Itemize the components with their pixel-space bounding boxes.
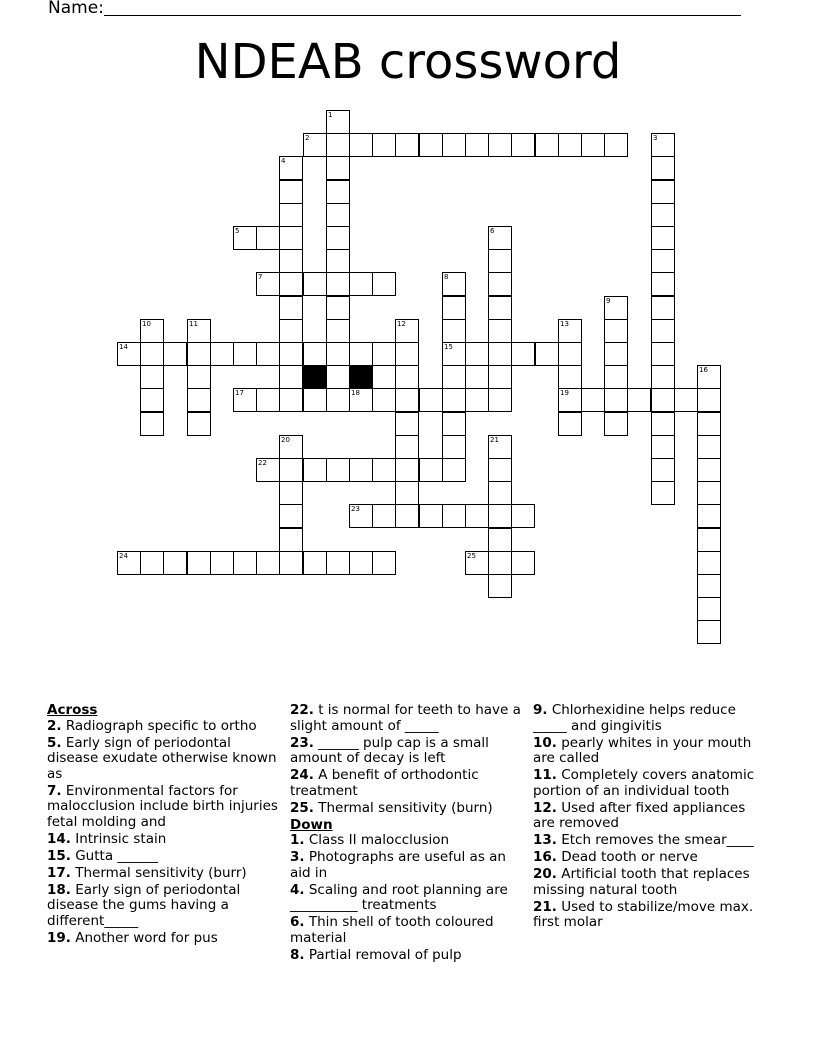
- clue-number: 10: [142, 320, 151, 328]
- grid-cell[interactable]: [140, 551, 164, 575]
- clue-number: 20: [281, 436, 290, 444]
- clue-item: [533, 768, 770, 799]
- grid-cell[interactable]: [488, 504, 512, 528]
- grid-cell[interactable]: [581, 388, 605, 412]
- clue-number: 6: [490, 227, 495, 235]
- grid-cell[interactable]: [651, 412, 675, 436]
- clue-item: [47, 719, 284, 735]
- clue-item: [290, 883, 527, 914]
- clue-item-text: Intrinsic stain: [70, 830, 167, 847]
- clue-item: [533, 867, 770, 898]
- clue-item-text: Early sign of periodontal disease the gums having a different_____: [47, 881, 241, 929]
- clue-item-text: Completely covers anatomic portion of an individual tooth: [533, 767, 755, 799]
- clue-number: 22: [258, 459, 267, 467]
- grid-cell[interactable]: [697, 597, 721, 621]
- clue-item-number: 23.: [290, 734, 314, 751]
- grid-cell[interactable]: [604, 388, 628, 412]
- grid-cell[interactable]: [511, 504, 535, 528]
- grid-cell[interactable]: [697, 504, 721, 528]
- grid-cell[interactable]: [326, 296, 350, 320]
- grid-cell[interactable]: [372, 551, 396, 575]
- grid-cell[interactable]: [279, 342, 303, 366]
- grid-cell[interactable]: [303, 342, 327, 366]
- clue-item: [533, 736, 770, 767]
- grid-cell[interactable]: [349, 504, 373, 528]
- grid-cell[interactable]: [604, 133, 628, 157]
- grid-cell[interactable]: [326, 180, 350, 204]
- clue-column-2: [290, 703, 527, 965]
- grid-cell[interactable]: [326, 203, 350, 227]
- clue-item: [290, 850, 527, 881]
- grid-cell[interactable]: [256, 458, 280, 482]
- clue-item-number: 7.: [47, 782, 62, 799]
- grid-cell[interactable]: [326, 133, 350, 157]
- clue-item: [290, 915, 527, 946]
- grid-cell[interactable]: [303, 133, 327, 157]
- clue-item-text: Another word for pus: [70, 929, 218, 946]
- grid-cell[interactable]: [465, 133, 489, 157]
- clue-number: 17: [235, 389, 244, 397]
- grid-cell[interactable]: [697, 574, 721, 598]
- clue-number: 4: [281, 157, 286, 165]
- grid-cell[interactable]: [233, 551, 257, 575]
- grid-cell[interactable]: [442, 133, 466, 157]
- clue-item-number: 12.: [533, 799, 557, 816]
- clue-number: 18: [351, 389, 360, 397]
- grid-cell[interactable]: [140, 412, 164, 436]
- grid-cell[interactable]: [372, 133, 396, 157]
- grid-cell[interactable]: [187, 388, 211, 412]
- grid-cell[interactable]: [674, 388, 698, 412]
- clue-item-number: 11.: [533, 767, 557, 783]
- grid-cell[interactable]: [651, 481, 675, 505]
- clue-item-text: Etch removes the smear____: [556, 832, 754, 848]
- across-heading: Across: [47, 702, 98, 718]
- clue-item-text: Gutta ______: [70, 847, 158, 864]
- grid-cell[interactable]: [349, 458, 373, 482]
- grid-cell[interactable]: [140, 342, 164, 366]
- grid-cell[interactable]: [488, 528, 512, 552]
- grid-cell[interactable]: [187, 342, 211, 366]
- grid-cell[interactable]: [349, 133, 373, 157]
- clue-number: 7: [258, 273, 263, 281]
- clue-number: 23: [351, 505, 360, 513]
- grid-cell[interactable]: [395, 504, 419, 528]
- grid-cell[interactable]: [279, 296, 303, 320]
- grid-cell[interactable]: [279, 388, 303, 412]
- grid-cell[interactable]: [210, 551, 234, 575]
- grid-cell[interactable]: [163, 342, 187, 366]
- grid-cell[interactable]: [256, 272, 280, 296]
- grid-cell[interactable]: [163, 551, 187, 575]
- clue-item-number: 4.: [290, 881, 305, 898]
- clue-item: [533, 801, 770, 832]
- clue-number: 19: [560, 389, 569, 397]
- grid-cell[interactable]: [465, 342, 489, 366]
- clue-item-number: 9.: [533, 702, 548, 718]
- grid-cell[interactable]: [279, 203, 303, 227]
- clue-number: 15: [444, 343, 453, 351]
- grid-cell[interactable]: [372, 388, 396, 412]
- grid-cell[interactable]: [697, 412, 721, 436]
- grid-cell[interactable]: [419, 504, 443, 528]
- grid-cell[interactable]: [210, 342, 234, 366]
- clue-number: 1: [328, 111, 333, 119]
- page-title: NDEAB crossword: [194, 34, 622, 90]
- black-cell: [349, 365, 373, 389]
- grid-cell[interactable]: [558, 365, 582, 389]
- clue-number: 5: [235, 227, 240, 235]
- grid-cell[interactable]: [651, 203, 675, 227]
- grid-cell[interactable]: [395, 481, 419, 505]
- grid-cell[interactable]: [651, 365, 675, 389]
- grid-cell[interactable]: [233, 342, 257, 366]
- grid-cell[interactable]: [627, 388, 651, 412]
- grid-cell[interactable]: [256, 388, 280, 412]
- grid-cell[interactable]: [117, 342, 141, 366]
- grid-cell[interactable]: [187, 412, 211, 436]
- grid-cell[interactable]: [442, 435, 466, 459]
- grid-cell[interactable]: [651, 249, 675, 273]
- grid-cell[interactable]: [697, 458, 721, 482]
- clue-item-text: t is normal for teeth to have a slight amount of _____: [290, 702, 521, 734]
- grid-cell[interactable]: [697, 481, 721, 505]
- clue-item: [290, 948, 527, 964]
- grid-cell[interactable]: [488, 435, 512, 459]
- clue-item-text: Dead tooth or nerve: [556, 849, 698, 865]
- clue-item: [47, 849, 284, 865]
- grid-cell[interactable]: [419, 458, 443, 482]
- grid-cell[interactable]: [442, 388, 466, 412]
- grid-cell[interactable]: [140, 388, 164, 412]
- grid-cell[interactable]: [279, 272, 303, 296]
- grid-cell[interactable]: [697, 365, 721, 389]
- grid-cell[interactable]: [651, 156, 675, 180]
- grid-cell[interactable]: [187, 551, 211, 575]
- clue-item-number: 19.: [47, 929, 71, 946]
- grid-cell[interactable]: [395, 319, 419, 343]
- clue-item: [47, 736, 284, 783]
- grid-cell[interactable]: [349, 551, 373, 575]
- clue-item: [290, 768, 527, 799]
- grid-cell[interactable]: [442, 272, 466, 296]
- clue-item-number: 15.: [47, 847, 71, 864]
- clue-item-text: Scaling and root planning are __________ treatments: [290, 881, 508, 913]
- grid-cell[interactable]: [349, 272, 373, 296]
- grid-cell[interactable]: [442, 319, 466, 343]
- grid-cell[interactable]: [488, 319, 512, 343]
- name-label: Name:: [48, 0, 104, 18]
- grid-cell[interactable]: [604, 365, 628, 389]
- grid-cell[interactable]: [279, 481, 303, 505]
- grid-cell[interactable]: [558, 133, 582, 157]
- grid-cell[interactable]: [442, 458, 466, 482]
- grid-cell[interactable]: [140, 319, 164, 343]
- grid-cell[interactable]: [651, 272, 675, 296]
- grid-cell[interactable]: [604, 412, 628, 436]
- clue-item-text: Thin shell of tooth coloured material: [290, 914, 494, 946]
- grid-cell[interactable]: [488, 342, 512, 366]
- grid-cell[interactable]: [697, 551, 721, 575]
- clue-item: [290, 736, 527, 767]
- clue-item-number: 6.: [290, 914, 305, 930]
- grid-cell[interactable]: [488, 458, 512, 482]
- grid-cell[interactable]: [604, 319, 628, 343]
- clue-item-text: Photographs are useful as an aid in: [290, 849, 506, 881]
- clue-item-number: 1.: [290, 832, 305, 848]
- clue-number: 13: [560, 320, 569, 328]
- grid-cell[interactable]: [511, 133, 535, 157]
- grid-cell[interactable]: [256, 342, 280, 366]
- clue-item-number: 14.: [47, 830, 71, 847]
- clue-item-text: Environmental factors for malocclusion include birth injuries fetal molding and: [47, 782, 278, 830]
- grid-cell[interactable]: [581, 133, 605, 157]
- clue-number: 3: [653, 134, 658, 142]
- grid-cell[interactable]: [442, 365, 466, 389]
- grid-cell[interactable]: [349, 388, 373, 412]
- clue-item-text: Class II malocclusion: [304, 832, 450, 848]
- clue-item-text: Radiograph specific to ortho: [61, 717, 257, 734]
- grid-cell[interactable]: [651, 388, 675, 412]
- grid-cell[interactable]: [558, 412, 582, 436]
- clue-item-text: ______ pulp cap is a small amount of decay is left: [290, 734, 489, 766]
- down-heading: Down: [290, 816, 333, 833]
- grid-cell[interactable]: [233, 388, 257, 412]
- clue-number: 2: [305, 134, 310, 142]
- grid-cell[interactable]: [326, 365, 350, 389]
- grid-cell[interactable]: [651, 180, 675, 204]
- grid-cell[interactable]: [279, 435, 303, 459]
- clue-item-text: Chlorhexidine helps reduce _____ and gingivitis: [533, 702, 736, 734]
- grid-cell[interactable]: [187, 365, 211, 389]
- clue-item: [533, 900, 770, 931]
- clue-item: [533, 703, 770, 734]
- grid-cell[interactable]: [279, 528, 303, 552]
- grid-cell[interactable]: [604, 342, 628, 366]
- grid-cell[interactable]: [326, 110, 350, 134]
- grid-cell[interactable]: [511, 551, 535, 575]
- grid-cell[interactable]: [279, 458, 303, 482]
- grid-cell[interactable]: [558, 388, 582, 412]
- across-clue-list-continued: [290, 703, 527, 816]
- clue-number: 16: [699, 366, 708, 374]
- clue-item-number: 25.: [290, 799, 314, 816]
- grid-cell[interactable]: [488, 481, 512, 505]
- grid-cell[interactable]: [395, 133, 419, 157]
- clue-item-text: Used after fixed appliances are removed: [533, 799, 746, 831]
- clue-item-number: 2.: [47, 717, 62, 734]
- grid-cell[interactable]: [279, 319, 303, 343]
- grid-cell[interactable]: [395, 458, 419, 482]
- grid-cell[interactable]: [326, 156, 350, 180]
- grid-cell[interactable]: [651, 296, 675, 320]
- grid-cell[interactable]: [326, 458, 350, 482]
- grid-cell[interactable]: [697, 620, 721, 644]
- grid-cell[interactable]: [604, 296, 628, 320]
- grid-cell[interactable]: [651, 435, 675, 459]
- grid-cell[interactable]: [419, 133, 443, 157]
- clue-number: 9: [606, 297, 611, 305]
- clue-number: 12: [397, 320, 406, 328]
- grid-cell[interactable]: [326, 388, 350, 412]
- grid-cell[interactable]: [442, 412, 466, 436]
- grid-cell[interactable]: [488, 272, 512, 296]
- grid-cell[interactable]: [326, 272, 350, 296]
- clue-item: [290, 801, 527, 817]
- grid-cell[interactable]: [279, 551, 303, 575]
- grid-cell[interactable]: [326, 249, 350, 273]
- clue-item: [47, 832, 284, 848]
- grid-cell[interactable]: [535, 133, 559, 157]
- clue-item-number: 20.: [533, 866, 557, 882]
- black-cell: [303, 365, 327, 389]
- grid-cell[interactable]: [651, 319, 675, 343]
- clue-item-text: Partial removal of pulp: [304, 946, 462, 963]
- clue-item: [533, 833, 770, 849]
- grid-cell[interactable]: [488, 551, 512, 575]
- grid-cell[interactable]: [372, 272, 396, 296]
- grid-cell[interactable]: [326, 342, 350, 366]
- clue-item: [533, 850, 770, 866]
- clue-item: [47, 883, 284, 930]
- grid-cell[interactable]: [303, 458, 327, 482]
- grid-cell[interactable]: [442, 504, 466, 528]
- clue-item-number: 17.: [47, 864, 71, 881]
- grid-cell[interactable]: [256, 226, 280, 250]
- grid-cell[interactable]: [488, 249, 512, 273]
- grid-cell[interactable]: [395, 365, 419, 389]
- clue-item-number: 18.: [47, 881, 71, 898]
- clue-item: [290, 833, 527, 849]
- clue-column-1: [47, 703, 284, 948]
- grid-cell[interactable]: [279, 226, 303, 250]
- grid-cell[interactable]: [651, 342, 675, 366]
- clue-item: [290, 703, 527, 734]
- grid-cell[interactable]: [488, 574, 512, 598]
- clue-number: 11: [189, 320, 198, 328]
- grid-cell[interactable]: [140, 365, 164, 389]
- grid-cell[interactable]: [303, 388, 327, 412]
- grid-cell[interactable]: [651, 133, 675, 157]
- grid-cell[interactable]: [303, 272, 327, 296]
- grid-cell[interactable]: [372, 504, 396, 528]
- clue-item-text: Early sign of periodontal disease exudate otherwise known as: [47, 734, 277, 782]
- grid-cell[interactable]: [256, 551, 280, 575]
- grid-cell[interactable]: [488, 365, 512, 389]
- grid-cell[interactable]: [465, 551, 489, 575]
- grid-cell[interactable]: [651, 458, 675, 482]
- grid-cell[interactable]: [326, 226, 350, 250]
- clue-item-text: Artificial tooth that replaces missing natural tooth: [533, 866, 750, 898]
- grid-cell[interactable]: [651, 226, 675, 250]
- clue-item-number: 22.: [290, 702, 314, 718]
- clue-item-text: Used to stabilize/move max. first molar: [533, 898, 754, 930]
- clue-item: [47, 931, 284, 947]
- grid-cell[interactable]: [279, 180, 303, 204]
- grid-cell[interactable]: [326, 319, 350, 343]
- clue-item-number: 8.: [290, 946, 305, 963]
- across-clue-list: [47, 719, 284, 947]
- clue-column-3: [533, 703, 770, 932]
- clue-item: [47, 784, 284, 831]
- grid-cell[interactable]: [395, 388, 419, 412]
- grid-cell[interactable]: [117, 551, 141, 575]
- clue-number: 21: [490, 436, 499, 444]
- clue-item-number: 3.: [290, 849, 305, 865]
- clue-item-text: Thermal sensitivity (burn): [313, 799, 493, 816]
- grid-cell[interactable]: [697, 528, 721, 552]
- grid-cell[interactable]: [349, 342, 373, 366]
- clue-item-number: 16.: [533, 849, 557, 865]
- clue-number: 8: [444, 273, 449, 281]
- clue-number: 14: [119, 343, 128, 351]
- grid-cell[interactable]: [442, 342, 466, 366]
- grid-cell[interactable]: [465, 504, 489, 528]
- clue-item-number: 24.: [290, 767, 314, 783]
- grid-cell[interactable]: [395, 342, 419, 366]
- clue-item-text: pearly whites in your mouth are called: [533, 734, 752, 766]
- grid-cell[interactable]: [488, 226, 512, 250]
- grid-cell[interactable]: [488, 388, 512, 412]
- clue-item-number: 13.: [533, 832, 557, 848]
- grid-cell[interactable]: [535, 342, 559, 366]
- clue-item-number: 10.: [533, 734, 557, 751]
- grid-cell[interactable]: [372, 458, 396, 482]
- grid-cell[interactable]: [279, 504, 303, 528]
- grid-cell[interactable]: [279, 365, 303, 389]
- clue-item-text: Thermal sensitivity (burr): [70, 864, 247, 881]
- grid-cell[interactable]: [372, 342, 396, 366]
- grid-cell[interactable]: [303, 551, 327, 575]
- down-clue-list-continued: [533, 703, 770, 931]
- grid-cell[interactable]: [233, 226, 257, 250]
- grid-cell[interactable]: [465, 388, 489, 412]
- down-clue-list: [290, 833, 527, 963]
- grid-cell[interactable]: [395, 412, 419, 436]
- grid-cell[interactable]: [442, 296, 466, 320]
- clue-item-text: A benefit of orthodontic treatment: [290, 767, 479, 799]
- grid-cell[interactable]: [326, 551, 350, 575]
- grid-cell[interactable]: [488, 133, 512, 157]
- grid-cell[interactable]: [697, 388, 721, 412]
- grid-cell[interactable]: [511, 342, 535, 366]
- clue-item: [47, 866, 284, 882]
- grid-cell[interactable]: [419, 388, 443, 412]
- grid-cell[interactable]: [187, 319, 211, 343]
- grid-cell[interactable]: [279, 249, 303, 273]
- grid-cell[interactable]: [558, 319, 582, 343]
- grid-cell[interactable]: [279, 156, 303, 180]
- clue-item-number: 5.: [47, 734, 62, 751]
- clue-item-number: 21.: [533, 898, 557, 915]
- clue-number: 24: [119, 552, 128, 560]
- grid-cell[interactable]: [697, 435, 721, 459]
- clue-number: 25: [467, 552, 476, 560]
- grid-cell[interactable]: [558, 342, 582, 366]
- grid-cell[interactable]: [395, 435, 419, 459]
- grid-cell[interactable]: [488, 296, 512, 320]
